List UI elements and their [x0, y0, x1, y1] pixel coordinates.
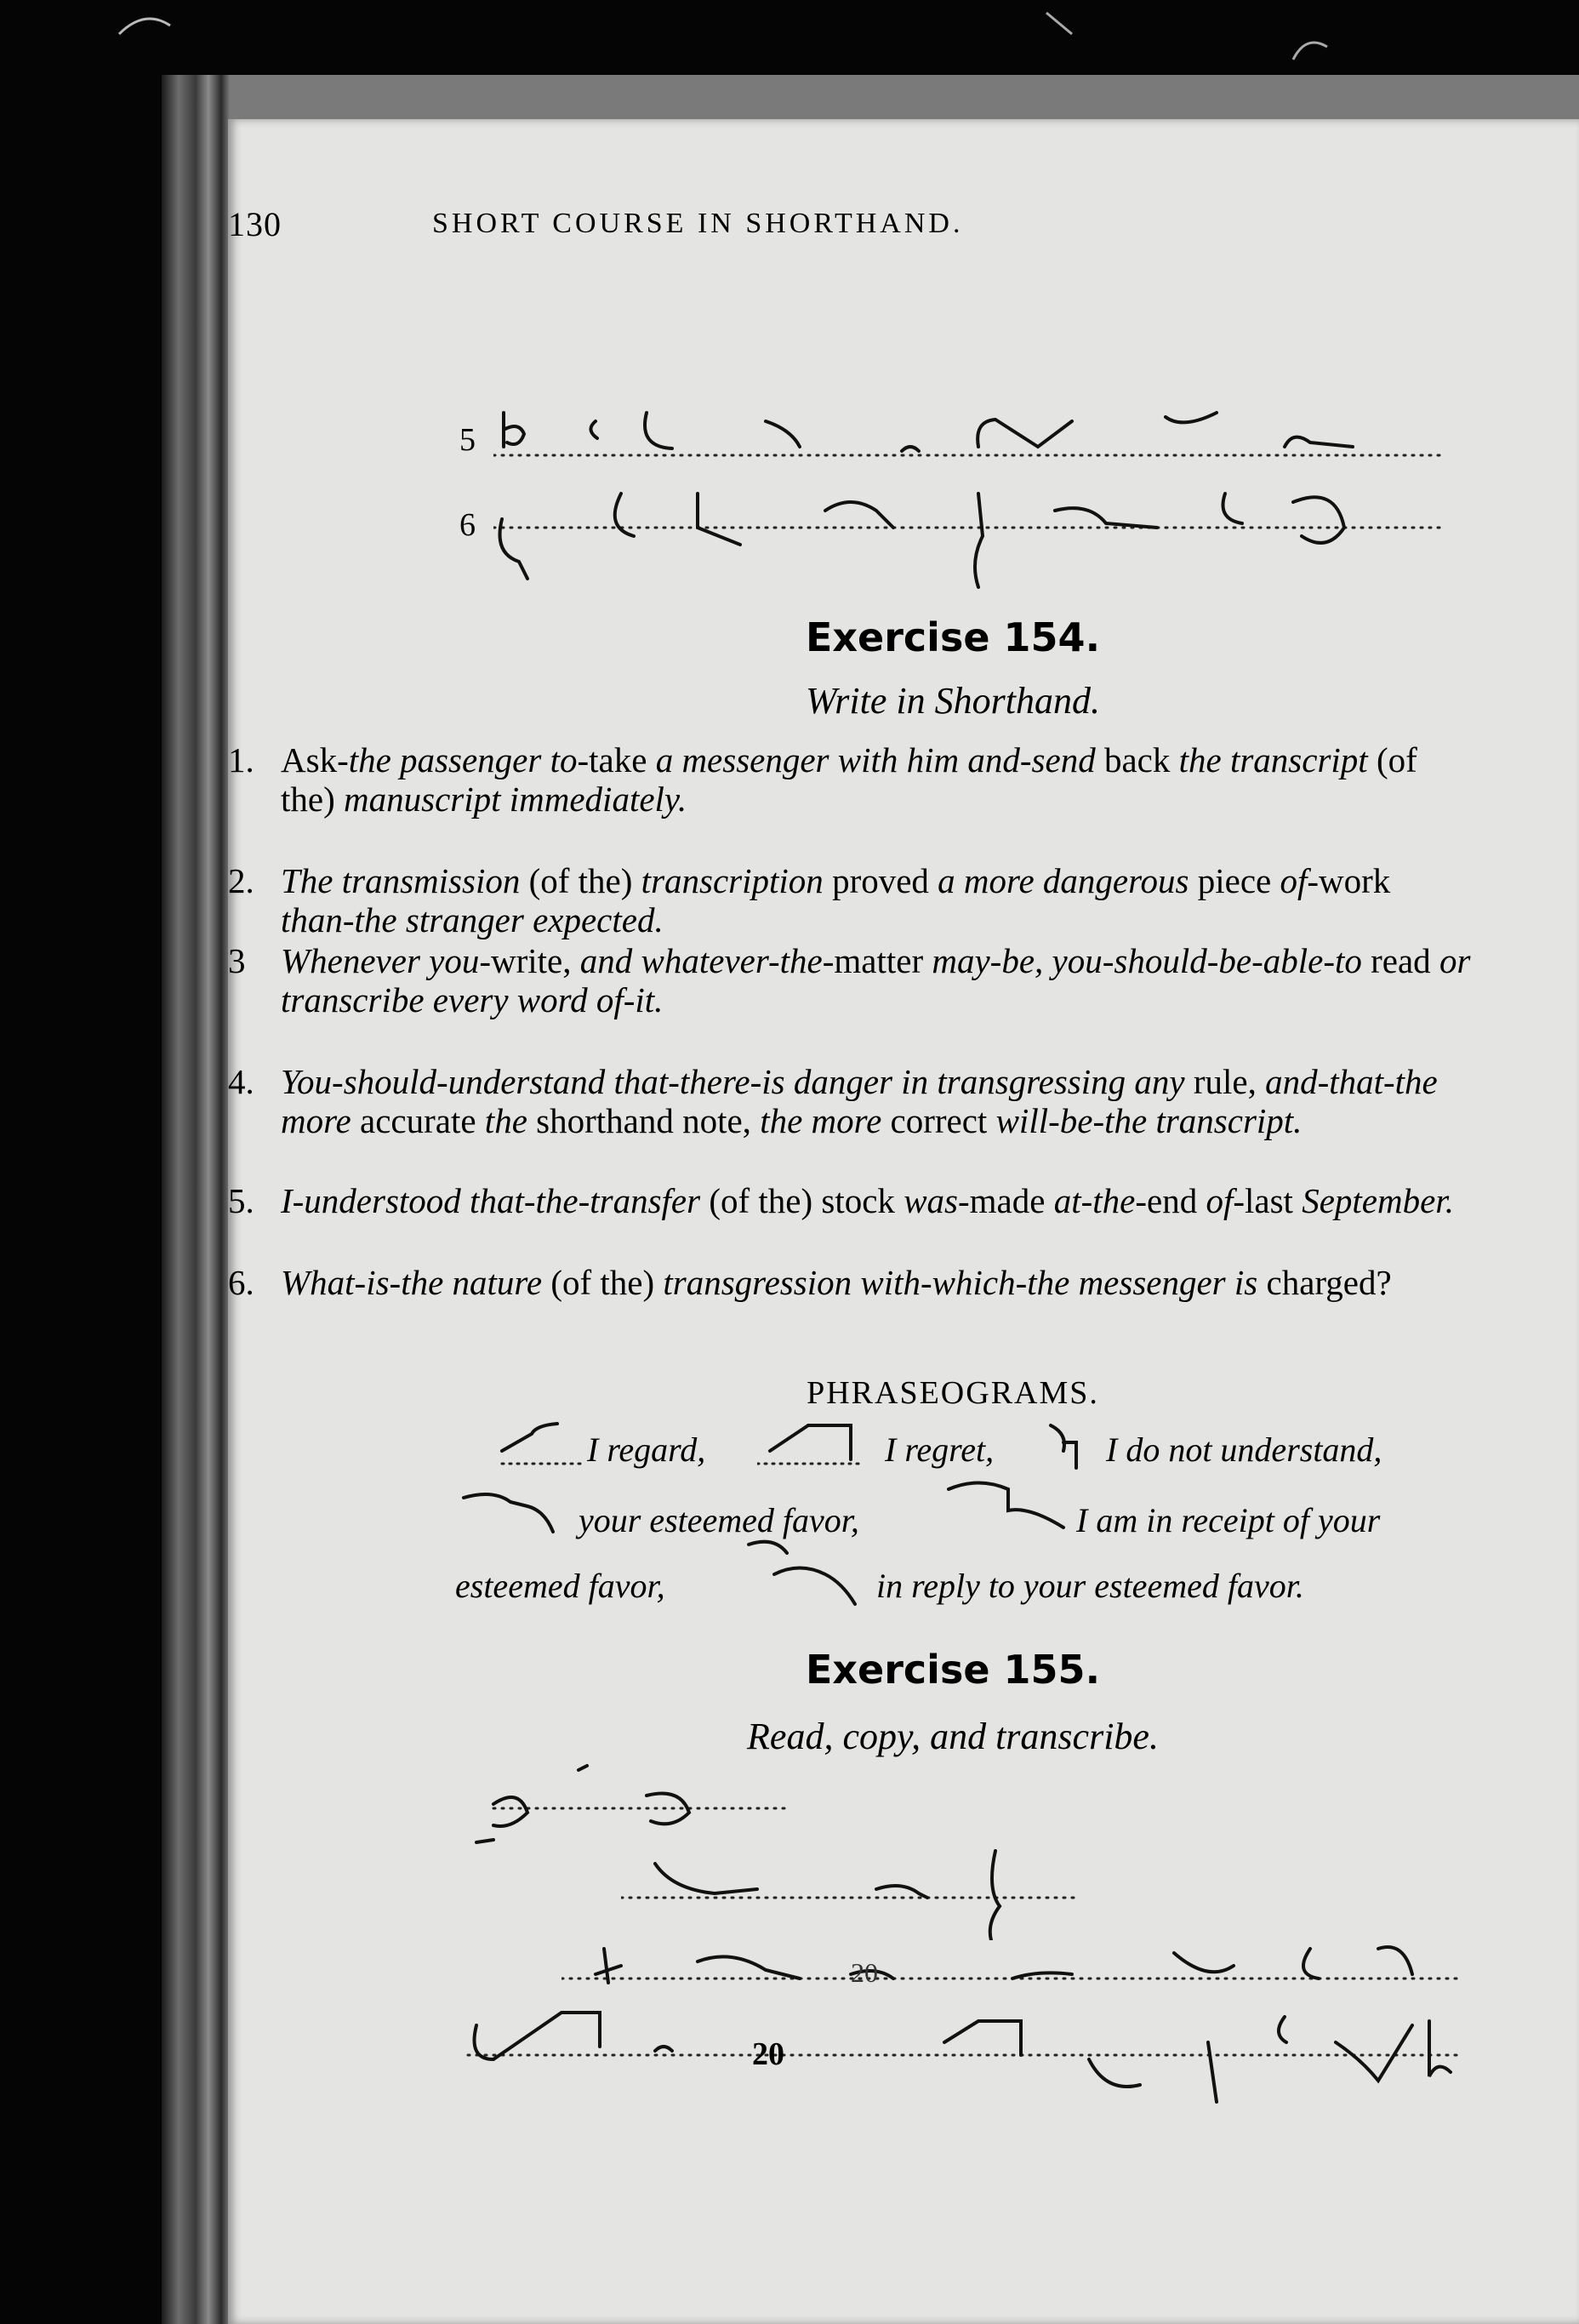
item-text: I-understood that-the-transfer (of the) stock was-made at-the-end of-last September. [281, 1181, 1454, 1220]
page-number: 130 [228, 205, 282, 243]
page-header [228, 204, 1249, 272]
phraseogram-label: I am in receipt of your [1076, 1501, 1381, 1539]
numeral: 20 [752, 2036, 784, 2072]
phraseogram-sign [757, 1413, 868, 1472]
item-text: Whenever you-write, and whatever-the-matter may-be, you-should-be-able-to read or transcribe every word of-it. [281, 941, 1471, 1019]
item-text: What-is-the nature (of the) transgression with-which-the messenger is charged? [281, 1263, 1392, 1302]
shorthand-row-4 [459, 2008, 1480, 2127]
phraseogram-sign [1042, 1417, 1093, 1476]
exercise-154-subtitle: Write in Shorthand. [806, 680, 1100, 722]
exercise-155-subtitle: Read, copy, and transcribe. [747, 1716, 1159, 1757]
item-number: 6. [228, 1263, 254, 1302]
phraseogram-label: in reply to your esteemed favor. [876, 1567, 1304, 1605]
exercise-154-title: Exercise 154. [805, 614, 1101, 660]
exercise-item-2 [228, 861, 1470, 943]
running-title: SHORT COURSE IN SHORTHAND. [432, 208, 964, 239]
item-text: You-should-understand that-there-is danger in transgressing any rule, and-that-the more accurate the shorthand note, the more correct will-be-the transcript. [281, 1062, 1438, 1140]
item-number: 1. [228, 740, 254, 779]
item-text: Ask-the passenger to-take a messenger with him and-send back the transcript (of the) manuscript immediately. [281, 740, 1417, 819]
shorthand-row-3 [561, 1932, 1472, 2017]
phraseogram-label: your esteemed favor, [579, 1501, 859, 1539]
numeral: 20 [851, 1957, 878, 1988]
shorthand-line-number: 6 [459, 507, 476, 543]
phraseogram-label: I regard, [587, 1430, 706, 1469]
phraseogram-sign [498, 1417, 591, 1468]
shorthand-line-6 [493, 477, 1455, 604]
phraseogram-label: I do not understand, [1106, 1430, 1382, 1469]
exercise-155-title: Exercise 155. [805, 1647, 1101, 1693]
item-number: 5. [228, 1181, 254, 1220]
shorthand-line-number: 5 [459, 422, 476, 458]
phraseogram-sign [740, 1532, 868, 1608]
shorthand-row-2 [621, 1847, 1097, 1940]
item-text: The transmission (of the) transcription proved a more dangerous piece of-work than-the stranger expected. [281, 861, 1391, 939]
item-number: 4. [228, 1062, 254, 1101]
exercise-item-1 [228, 740, 1470, 859]
phraseogram-label: I regret, [885, 1430, 995, 1469]
phraseogram-sign [459, 1481, 561, 1540]
exercise-item-4 [228, 1062, 1470, 1181]
exercise-item-3 [228, 941, 1470, 1060]
exercise-item-5 [228, 1181, 1470, 1263]
item-number: 3 [228, 941, 246, 980]
shorthand-line-5 [493, 396, 1455, 472]
item-number: 2. [228, 861, 254, 900]
phraseogram-sign [944, 1472, 1072, 1540]
phraseogram-label: esteemed favor, [455, 1567, 665, 1605]
exercise-item-6 [228, 1263, 1470, 1345]
phraseograms-title: PHRASEOGRAMS. [807, 1375, 1099, 1411]
